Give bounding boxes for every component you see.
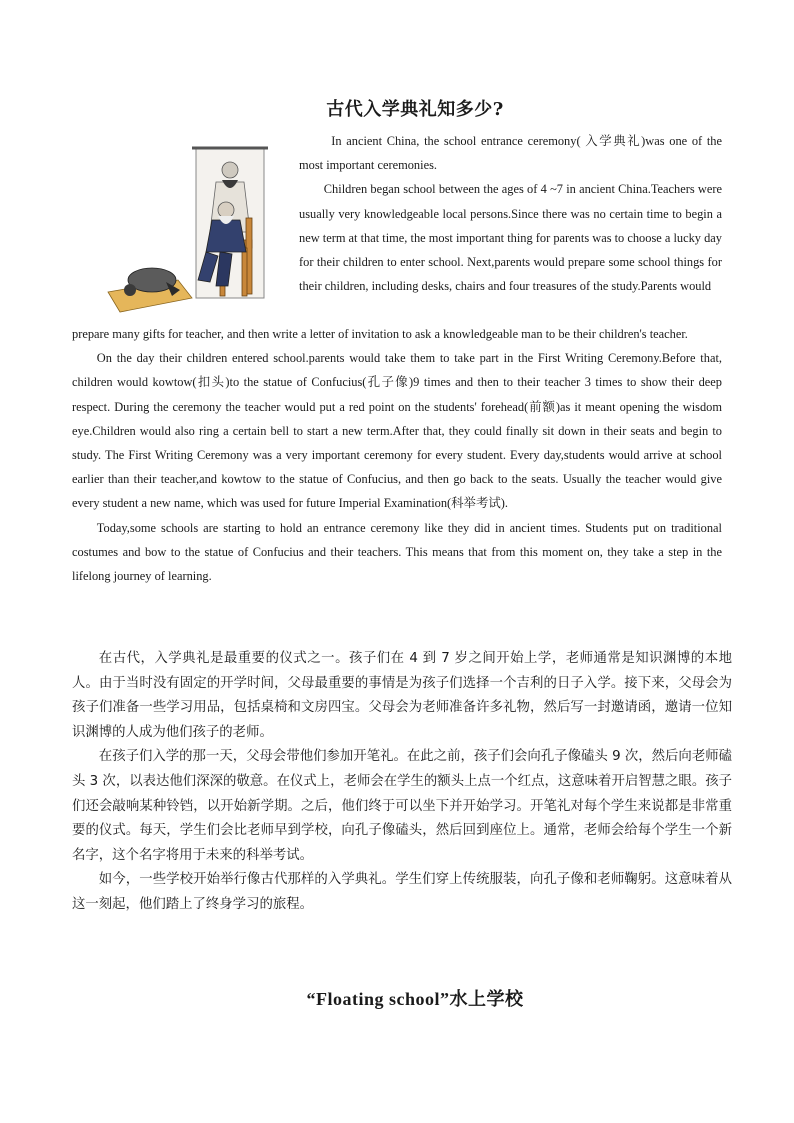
paragraph: Today,some schools are starting to hold an entrance ceremony like they did in ancient times. Students put on traditional costumes and bow to the statue of Confucius and their teachers. This means that from this moment on, they take a step in the lifelong journey of learning.: [72, 520, 722, 584]
paragraph: 如今，一些学校开始举行像古代那样的入学典礼。学生们穿上传统服装，向孔子像和老师鞠躬。这意味着从这一刻起，他们踏上了终身学习的旅程。: [72, 872, 732, 912]
paragraph: Children began school between the ages of 4 ~7 in ancient China.Teachers were usually very knowledgeable local persons.Since there was no certain time to begin a new term at that time, the most important thing for parents was to choose a lucky day for their children to enter school. Next,parents would prepare some school things for their children, including desks, chairs and four treasures of the study.Parents would: [299, 182, 722, 294]
section-title: “Floating school”水上学校: [306, 989, 524, 1009]
english-body: [72, 322, 722, 588]
chinese-translation: [72, 647, 732, 918]
paragraph: 在孩子们入学的那一天，父母会带他们参加开笔礼。在此之前，孩子们会向孔子像磕头 9 次，然后向老师磕头 3 次，以表达他们深深的敬意。在仪式上，老师会在学生的额头上点一个红点，这意味着开启智慧之眼。孩子们还会敲响某种铃铛，以开始新学期。之后，他们终于可以坐下并开始学习。开笔礼对每个学生来说都是非常重要的仪式。每天，学生们会比老师早到学校，向孔子像磕头，然后回到座位上。通常，老师会给每个学生一个新名字，这个名字将用于未来的科举考试。: [72, 749, 732, 863]
article-title: 古代入学典礼知多少?: [326, 99, 504, 120]
paragraph: prepare many gifts for teacher, and then write a letter of invitation to ask a knowledgeable man to be their children's teacher.: [72, 327, 688, 341]
paragraph: On the day their children entered school.parents would take them to take part in the First Writing Ceremony.Before that, children would kowtow(扣头)to the statue of Confucius(孔子像)9 times and then to their teacher 3 times to show their deep respect. During the ceremony the teacher would put a red point on the students' forehead(前额)as it meant opening the wisdom eye.Children would also ring a certain bell to start a new term.After that, they could finally sit down in their seats and begin to study. The First Writing Ceremony was a very important ceremony for every student. Every day,students would arrive at school earlier than their teacher,and kowtow to the statue of Confucius, and then go back to the seats. Usually the teacher would give every student a new name, which was used for future Imperial Examination(科举考试).: [72, 351, 722, 511]
paragraph: In ancient China, the school entrance ceremony( 入学典礼)was one of the most important ceremonies.: [299, 134, 722, 173]
paragraph: 在古代，入学典礼是最重要的仪式之一。孩子们在 4 到 7 岁之间开始上学，老师通常是知识渊博的本地人。由于当时没有固定的开学时间，父母最重要的事情是为孩子们选择一个吉利的日子入学。接下来，父母会为孩子们准备一些学习用品，包括桌椅和文房四宝。父母会为老师准备许多礼物，然后写一封邀请函，邀请一位知识渊博的人成为他们孩子的老师。: [72, 651, 732, 740]
intro-text-block: [299, 129, 722, 298]
confucius-statue-kowtow-illustration: [100, 140, 282, 318]
